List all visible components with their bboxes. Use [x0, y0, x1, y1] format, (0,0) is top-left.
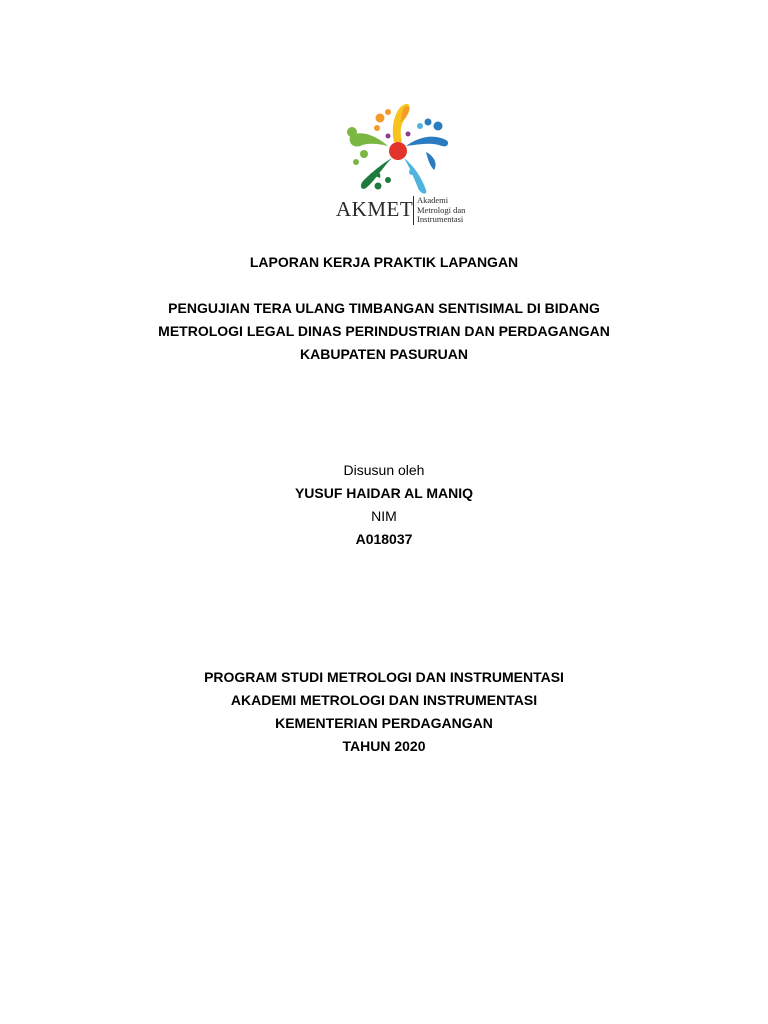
logo-subtitle-line: Metrologi dan	[417, 204, 466, 215]
student-id-label: NIM	[371, 508, 397, 524]
institution-line: KEMENTERIAN PERDAGANGAN	[275, 715, 493, 731]
akmet-emblem-icon	[330, 96, 480, 196]
report-title-line: PENGUJIAN TERA ULANG TIMBANGAN SENTISIMAL DI BIDANG	[168, 300, 600, 316]
report-type: LAPORAN KERJA PRAKTIK LAPANGAN	[249, 254, 519, 270]
logo-subtitle-line: Instrumentasi	[417, 214, 464, 225]
logo-wordmark: AKMET	[336, 197, 414, 221]
report-year: TAHUN 2020	[342, 738, 426, 754]
report-title-line: METROLOGI LEGAL DINAS PERINDUSTRIAN DAN PERDAGANGAN	[158, 323, 610, 339]
akmet-logo	[330, 96, 480, 228]
institution-line: PROGRAM STUDI METROLOGI DAN INSTRUMENTASI	[204, 669, 564, 685]
author-label: Disusun oleh	[343, 462, 425, 478]
logo-subtitle	[413, 196, 465, 225]
institution-line: AKADEMI METROLOGI DAN INSTRUMENTASI	[230, 692, 538, 708]
author-name: YUSUF HAIDAR AL MANIQ	[294, 485, 474, 501]
report-title-line: KABUPATEN PASURUAN	[300, 346, 468, 362]
logo-subtitle-line: Akademi	[417, 195, 449, 205]
student-id-value: A018037	[355, 531, 413, 547]
